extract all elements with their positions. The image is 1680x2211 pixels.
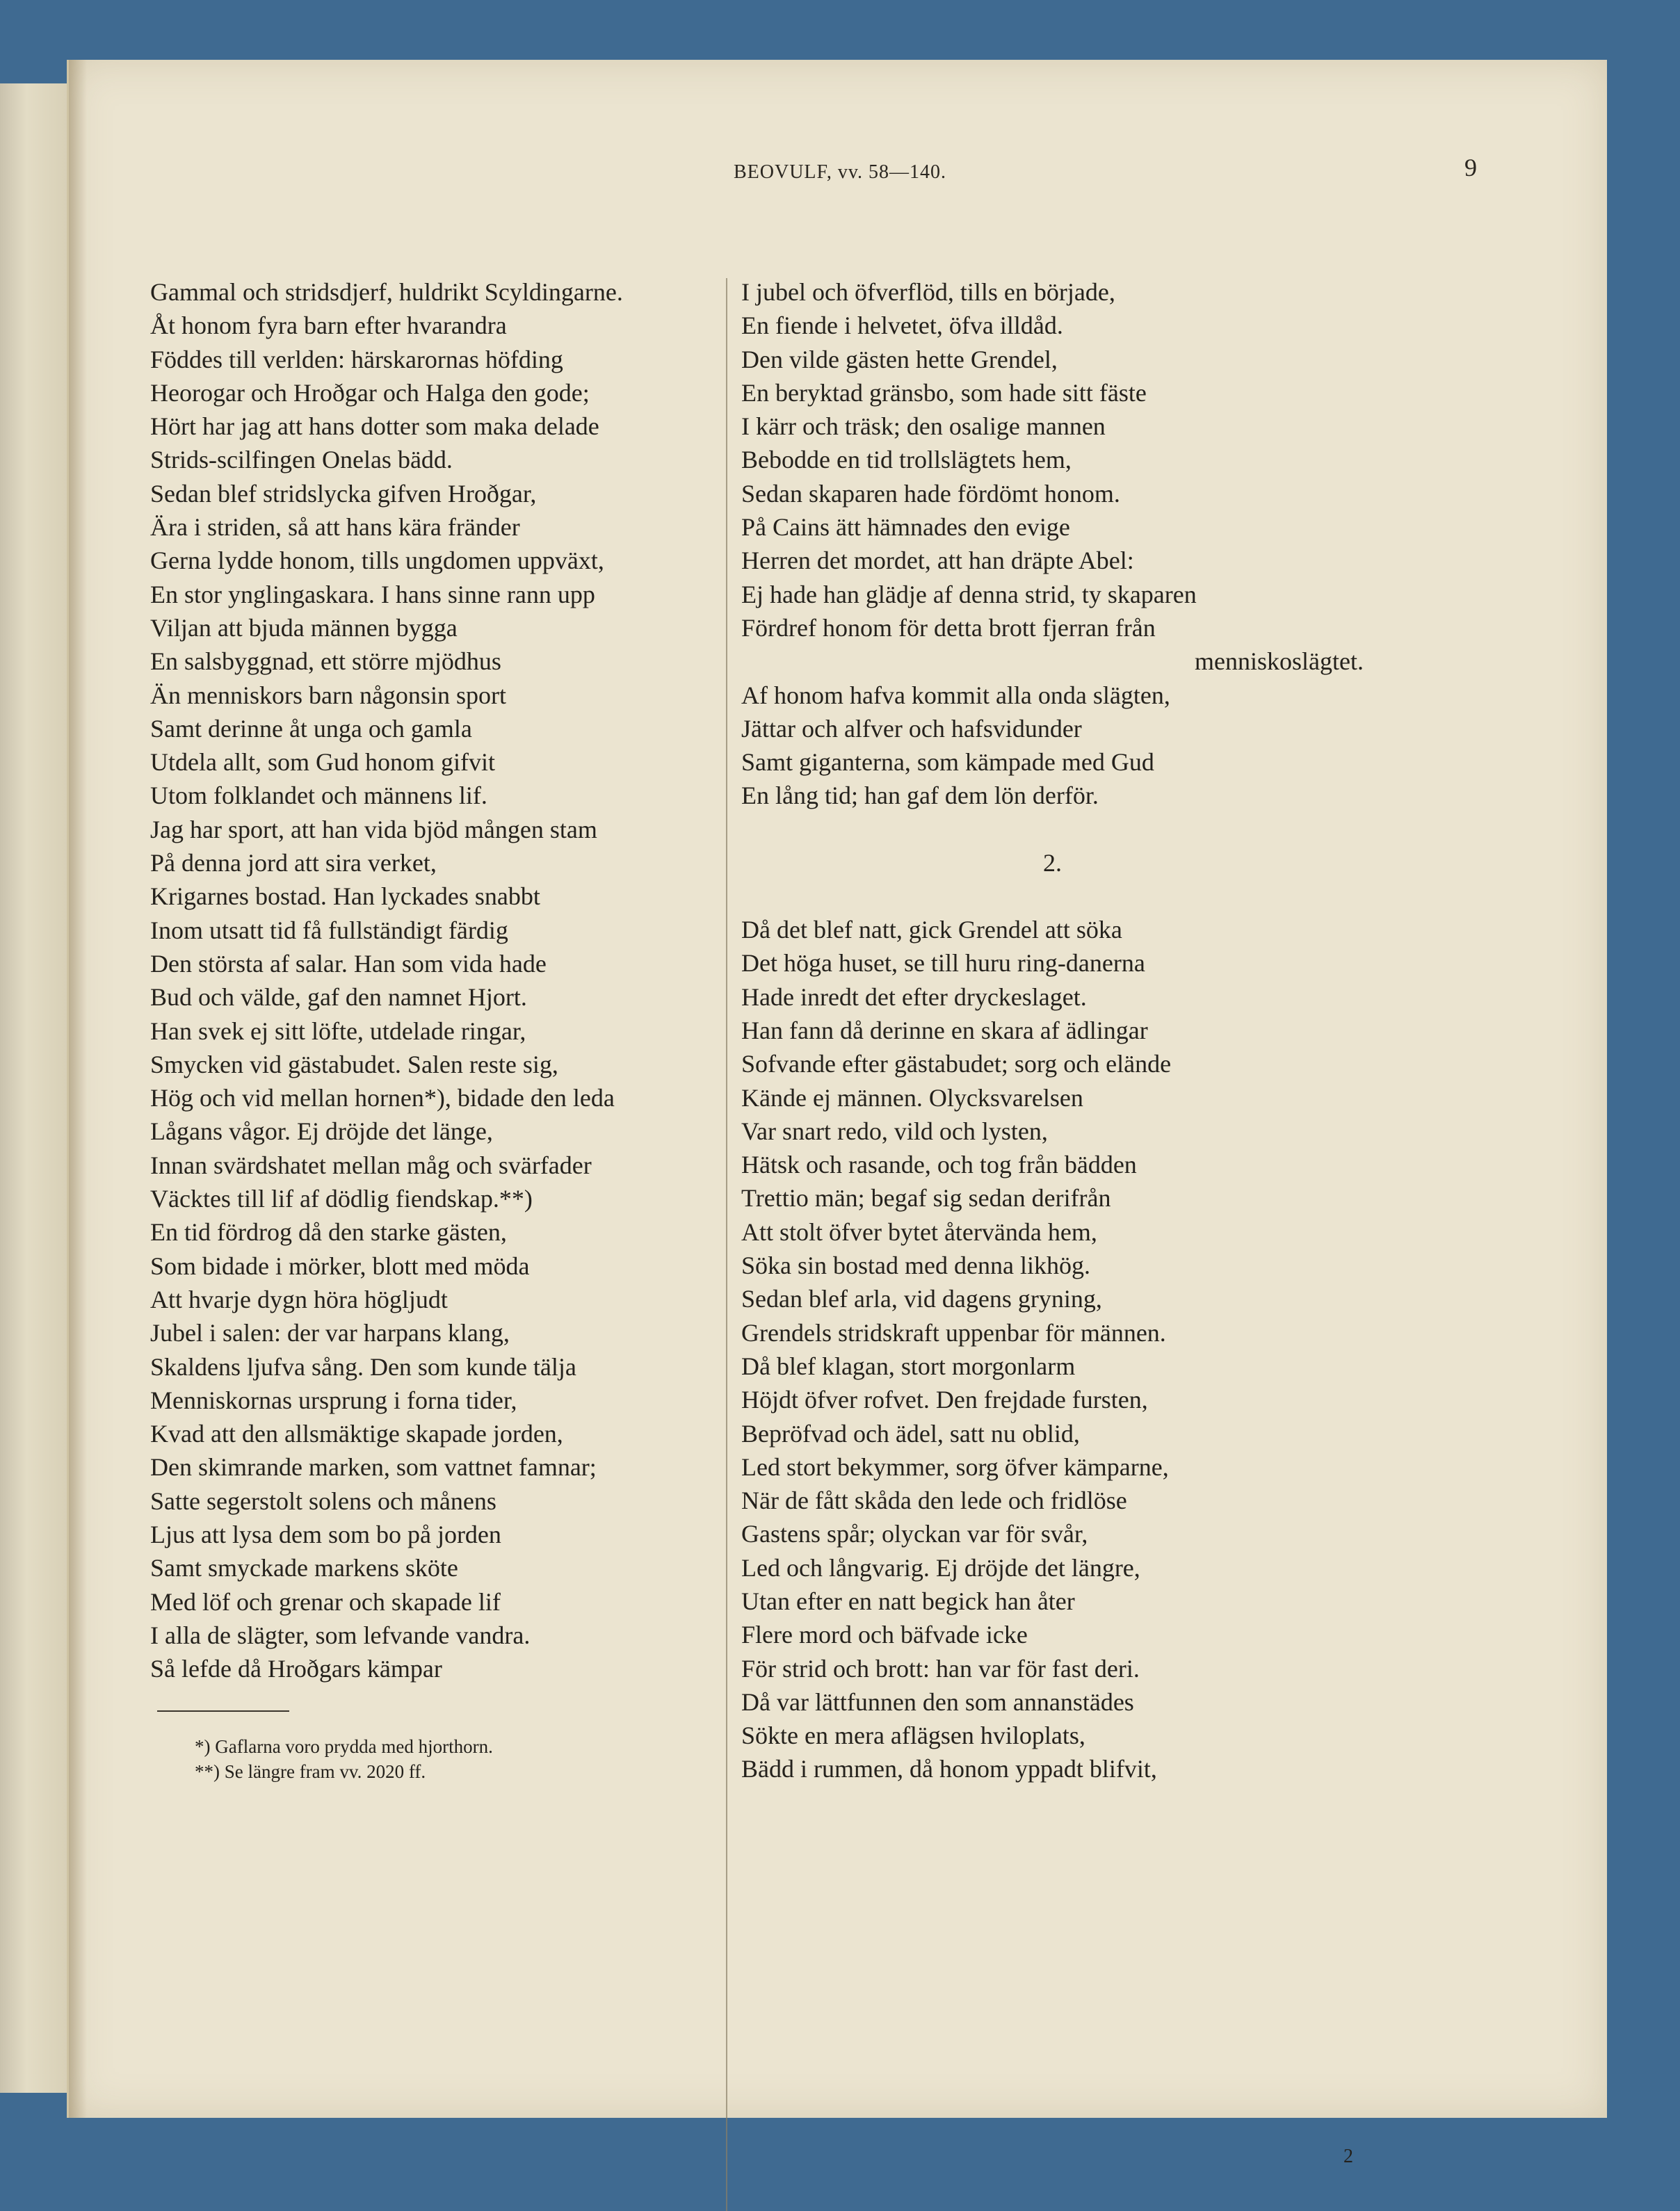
verse-line: Skaldens ljufva sång. Den som kunde tälja <box>150 1352 576 1381</box>
verse-line: På denna jord att sira verket, <box>150 849 437 877</box>
verse-line: Det höga huset, se till huru ring-danerna <box>741 949 1145 978</box>
verse-line: Då blef klagan, stort morgonlarm <box>741 1352 1076 1380</box>
verse-line: Strids-scilfingen Onelas bädd. <box>150 446 453 474</box>
footnotes <box>195 1734 493 1784</box>
section-number: 2. <box>1043 848 1062 877</box>
verse-line: Af honom hafva kommit alla onda slägten, <box>741 681 1170 709</box>
gutter-shadow <box>69 60 87 2118</box>
right-column-stanza-3 <box>741 913 1364 1786</box>
verse-line: Jag har sport, att han vida bjöd mången stam <box>150 815 597 843</box>
verse-line: Utom folklandet och männens lif. <box>150 781 487 810</box>
verse-line: Bädd i rummen, då honom yppadt blifvit, <box>741 1755 1157 1783</box>
verse-line: Gerna lydde honom, tills ungdomen uppväxt, <box>150 546 604 575</box>
verse-line: En beryktad gränsbo, som hade sitt fäste <box>741 378 1147 407</box>
verse-line: En salsbyggnad, ett större mjödhus <box>150 647 501 676</box>
verse-line: Trettio män; begaf sig sedan derifrån <box>741 1184 1111 1213</box>
verse-line: Grendels stridskraft uppenbar för männen. <box>741 1318 1166 1347</box>
verse-line: Innan svärdshatet mellan måg och svärfader <box>150 1151 592 1179</box>
verse-line: På Cains ätt hämnades den evige <box>741 513 1070 542</box>
verse-line: Höjdt öfver rofvet. Den frejdade fursten, <box>741 1386 1148 1414</box>
verse-line: Än menniskors barn någonsin sport <box>150 681 506 709</box>
verse-line: Hög och vid mellan hornen*), bidade den leda <box>150 1084 615 1112</box>
verse-line: I kärr och träsk; den osalige mannen <box>741 412 1106 441</box>
running-head: BEOVULF, vv. 58—140. <box>733 161 947 183</box>
verse-line: Att stolt öfver bytet återvända hem, <box>741 1217 1097 1246</box>
verse-line: Sedan blef arla, vid dagens gryning, <box>741 1285 1102 1313</box>
verse-line: Led stort bekymmer, sorg öfver kämparne, <box>741 1452 1169 1481</box>
verse-line: Åt honom fyra barn efter hvarandra <box>150 311 507 340</box>
verse-line: Den största af salar. Han som vida hade <box>150 949 547 978</box>
verse-line: Som bidade i mörker, blott med möda <box>150 1252 530 1280</box>
verse-line: Hade inredt det efter dryckeslaget. <box>741 982 1087 1011</box>
verse-line: En stor ynglingaskara. I hans sinne rann upp <box>150 580 595 608</box>
verse-line: Med löf och grenar och skapade lif <box>150 1587 501 1616</box>
verse-line: Sedan blef stridslycka gifven Hroðgar, <box>150 479 537 508</box>
verse-line: Bebodde en tid trollslägtets hem, <box>741 446 1072 474</box>
footnote-rule <box>157 1710 289 1712</box>
verse-line: När de fått skåda den lede och fridlöse <box>741 1487 1127 1515</box>
verse-line: Väcktes till lif af dödlig fiendskap.**) <box>150 1185 533 1213</box>
verse-line: Hört har jag att hans dotter som maka delade <box>150 412 599 441</box>
page-number: 9 <box>1464 154 1477 181</box>
verse-line: Hätsk och rasande, och tog från bädden <box>741 1151 1137 1179</box>
verse-line: Herren det mordet, att han dräpte Abel: <box>741 546 1134 575</box>
continuation-line: menniskoslägtet. <box>1195 647 1364 676</box>
verse-line: Samt smyckade markens sköte <box>150 1554 458 1582</box>
verse-line: Heorogar och Hroðgar och Halga den gode; <box>150 378 590 407</box>
verse-line: Då var lättfunnen den som annanstädes <box>741 1687 1134 1716</box>
left-column <box>150 275 776 1685</box>
verse-line: Ära i striden, så att hans kära fränder <box>150 513 520 542</box>
verse-line: Samt giganterna, som kämpade med Gud <box>741 748 1154 777</box>
verse-line: Den vilde gästen hette Grendel, <box>741 345 1058 373</box>
verse-line: Inom utsatt tid få fullständigt färdig <box>150 916 508 944</box>
facing-page-edge <box>0 83 68 2093</box>
verse-line: Var snart redo, vild och lysten, <box>741 1117 1048 1145</box>
verse-line: Den skimrande marken, som vattnet famnar; <box>150 1453 597 1482</box>
footnote: *) Gaflarna voro prydda med hjorthorn. <box>195 1736 493 1757</box>
verse-line: Jubel i salen: der var harpans klang, <box>150 1319 510 1347</box>
verse-line: Gammal och stridsdjerf, huldrikt Scyldingarne. <box>150 278 623 306</box>
verse-line: Viljan att bjuda männen bygga <box>150 613 458 642</box>
verse-line: Då det blef natt, gick Grendel att söka <box>741 916 1122 944</box>
verse-line: För strid och brott: han var för fast deri. <box>741 1654 1140 1683</box>
footnote: **) Se längre fram vv. 2020 ff. <box>195 1761 426 1782</box>
verse-line: Fördref honom för detta brott fjerran från <box>741 613 1156 642</box>
verse-line: Sofvande efter gästabudet; sorg och elände <box>741 1050 1172 1078</box>
verse-line: Sedan skaparen hade fördömt honom. <box>741 479 1120 508</box>
verse-line: Söka sin bostad med denna likhög. <box>741 1252 1090 1280</box>
right-column <box>741 275 1364 1786</box>
verse-line: Han fann då derinne en skara af ädlingar <box>741 1016 1148 1044</box>
signature-mark: 2 <box>1343 2146 1353 2167</box>
verse-line: Led och långvarig. Ej dröjde det längre, <box>741 1553 1140 1582</box>
verse-line: Flere mord och bäfvade icke <box>741 1621 1028 1649</box>
verse-line: Bepröfvad och ädel, satt nu oblid, <box>741 1419 1080 1448</box>
verse-line: I alla de slägter, som lefvande vandra. <box>150 1621 531 1649</box>
verse-line: Menniskornas ursprung i forna tider, <box>150 1386 517 1414</box>
verse-line: Jättar och alfver och hafsvidunder <box>741 714 1082 743</box>
verse-line: Satte segerstolt solens och månens <box>150 1487 496 1515</box>
verse-line: En tid fördrog då den starke gästen, <box>150 1218 507 1247</box>
verse-line: Att hvarje dygn höra högljudt <box>150 1285 448 1313</box>
verse-line: Sökte en mera aflägsen hviloplats, <box>741 1722 1085 1750</box>
verse-line: Gastens spår; olyckan var för svår, <box>741 1520 1088 1548</box>
verse-line: Han svek ej sitt löfte, utdelade ringar, <box>150 1017 526 1045</box>
verse-line: Ljus att lysa dem som bo på jorden <box>150 1520 501 1548</box>
verse-line: Samt derinne åt unga och gamla <box>150 714 472 743</box>
verse-line: Utdela allt, som Gud honom gifvit <box>150 748 495 777</box>
verse-line: Kände ej männen. Olycksvarelsen <box>741 1083 1083 1112</box>
verse-line: En lång tid; han gaf dem lön derför. <box>741 781 1099 810</box>
right-column-stanza-2 <box>741 679 1364 813</box>
verse-line: Bud och välde, gaf den namnet Hjort. <box>150 983 527 1012</box>
verse-line: I jubel och öfverflöd, tills en började, <box>741 278 1115 306</box>
verse-line: Krigarnes bostad. Han lyckades snabbt <box>150 882 540 911</box>
verse-line: Så lefde då Hroðgars kämpar <box>150 1655 442 1683</box>
right-column-stanza-1 <box>741 275 1364 645</box>
verse-line: Smycken vid gästabudet. Salen reste sig, <box>150 1050 558 1078</box>
verse-line: En fiende i helvetet, öfva illdåd. <box>741 311 1063 340</box>
verse-line: Lågans vågor. Ej dröjde det länge, <box>150 1117 493 1146</box>
verse-line: Kvad att den allsmäktige skapade jorden, <box>150 1420 563 1448</box>
verse-line: Utan efter en natt begick han åter <box>741 1587 1075 1615</box>
verse-line: Ej hade han glädje af denna strid, ty skaparen <box>741 580 1197 608</box>
verse-line: Föddes till verlden: härskarornas höfding <box>150 345 563 373</box>
